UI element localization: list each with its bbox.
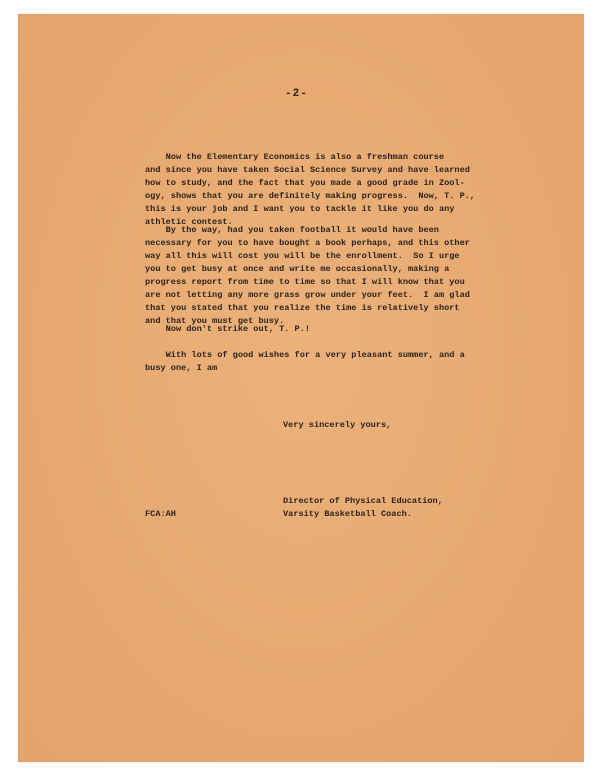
text-line: and since you have taken Social Science Survey and have learned (145, 165, 470, 175)
text-line: ogy, shows that you are definitely making progress. Now, T. P., (145, 191, 476, 201)
signature-title: Director of Physical Education, (283, 496, 443, 506)
complimentary-close: Very sincerely yours, (283, 420, 392, 430)
page-number: -2- (285, 88, 308, 100)
signature-title: Varsity Basketball Coach. (283, 509, 412, 519)
text-line: and that you must get busy. (145, 316, 285, 326)
text-line: you to get busy at once and write me occasionally, making a (145, 264, 450, 274)
paragraph-economics (145, 151, 495, 229)
paragraph-good-wishes (145, 349, 495, 375)
signature-block (283, 495, 443, 521)
text-line: athletic contest. (145, 217, 233, 227)
text-line: are not letting any more grass grow under your feet. I am glad (145, 290, 470, 300)
paragraph-strike-out (145, 323, 495, 336)
text-line: With lots of good wishes for a very pleasant summer, and a (145, 350, 465, 360)
text-line: By the way, had you taken football it would have been (145, 225, 439, 235)
reference-initials: FCA:AH (145, 509, 176, 519)
text-line: progress report from time to time so that I will know that you (145, 277, 465, 287)
text-line: Now don't strike out, T. P.! (145, 324, 311, 334)
paragraph-football (145, 224, 495, 328)
text-line: this is your job and I want you to tackle it like you do any (145, 204, 455, 214)
text-line: Now the Elementary Economics is also a freshman course (145, 152, 445, 162)
text-line: how to study, and the fact that you made a good grade in Zool- (145, 178, 465, 188)
text-line: necessary for you to have bought a book perhaps, and this other (145, 238, 470, 248)
text-line: that you stated that you realize the time is relatively short (145, 303, 460, 313)
text-line: way all this will cost you will be the enrollment. So I urge (145, 251, 460, 261)
text-line: busy one, I am (145, 363, 218, 373)
